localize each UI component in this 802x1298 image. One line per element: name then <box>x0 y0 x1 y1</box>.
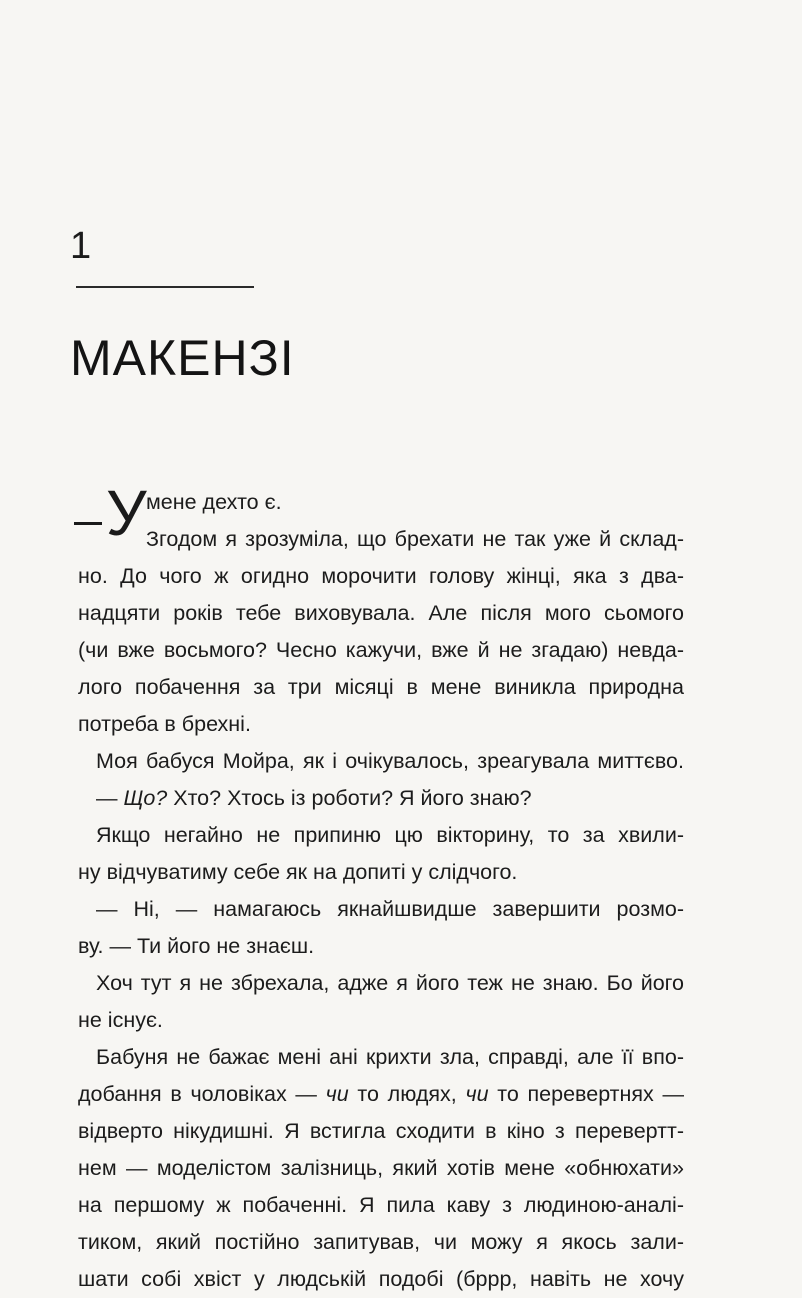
text-line: ву. — Ти його не знаєш. <box>78 934 315 958</box>
text-line: шати собі хвіст у людській подобі (бррр, навіть не хочу <box>78 1267 684 1291</box>
text-line: Хоч тут я не збрехала, адже я його теж не знаю. Бо його <box>96 971 684 995</box>
text-line: (чи вже восьмого? Чесно кажучи, вже й не згадаю) невда- <box>78 638 684 662</box>
text-fragment: Хто? Хтось із роботи? Я його знаю? <box>173 786 532 810</box>
text-line: Бабуня не бажає мені ані крихти зла, справді, але її впо- <box>96 1045 684 1069</box>
text-line: потреба в брехні. <box>78 712 251 736</box>
text-line: Моя бабуся Мойра, як і очікувалось, зреагувала миттєво. <box>96 749 684 773</box>
text-line-dialogue <box>78 780 684 817</box>
text-line: ну відчуватиму себе як на допиті у слідчого. <box>78 860 518 884</box>
text-fragment: добання в чоловіках — <box>78 1082 317 1106</box>
text-line-mixed <box>78 1076 684 1113</box>
chapter-divider <box>76 286 254 288</box>
text-line: мене дехто є. <box>146 490 282 514</box>
drop-cap-dash <box>74 522 102 525</box>
italic-word: чи <box>325 1082 349 1106</box>
chapter-number: 1 <box>70 225 92 267</box>
text-line: на першому ж побаченні. Я пила каву з людиною-аналі- <box>78 1193 684 1217</box>
text-line: нем — моделістом залізниць, який хотів мене «обнюхати» <box>78 1156 684 1180</box>
drop-cap-letter: У <box>106 477 147 549</box>
italic-word: чи <box>465 1082 489 1106</box>
text-line: надцяти років тебе виховувала. Але після мого сьомого <box>78 601 684 625</box>
text-line: не існує. <box>78 1008 163 1032</box>
text-line: відверто нікудишні. Я встигла сходити в кіно з перевертт- <box>78 1119 684 1143</box>
text-line: лого побачення за три місяці в мене виникла природна <box>78 675 684 699</box>
opening-lines <box>146 484 684 558</box>
text-fragment: то перевертнях — <box>497 1082 684 1106</box>
dialogue-dash: — <box>96 786 124 810</box>
chapter-title: МАКЕНЗІ <box>70 330 295 386</box>
text-line: Якщо негайно не припиню цю вікторину, то за хвили- <box>96 823 684 847</box>
text-line: но. До чого ж огидно морочити голову жінці, яка з два- <box>78 564 684 588</box>
text-line: — Ні, — намагаюсь якнайшвидше завершити розмо- <box>96 897 684 921</box>
text-line: Згодом я зрозуміла, що брехати не так уже й склад- <box>146 527 684 551</box>
body-text <box>78 558 684 1298</box>
text-fragment: то людях, <box>357 1082 457 1106</box>
text-line: тиком, який постійно запитував, чи можу я якось зали- <box>78 1230 684 1254</box>
italic-word: Що? <box>123 786 168 810</box>
